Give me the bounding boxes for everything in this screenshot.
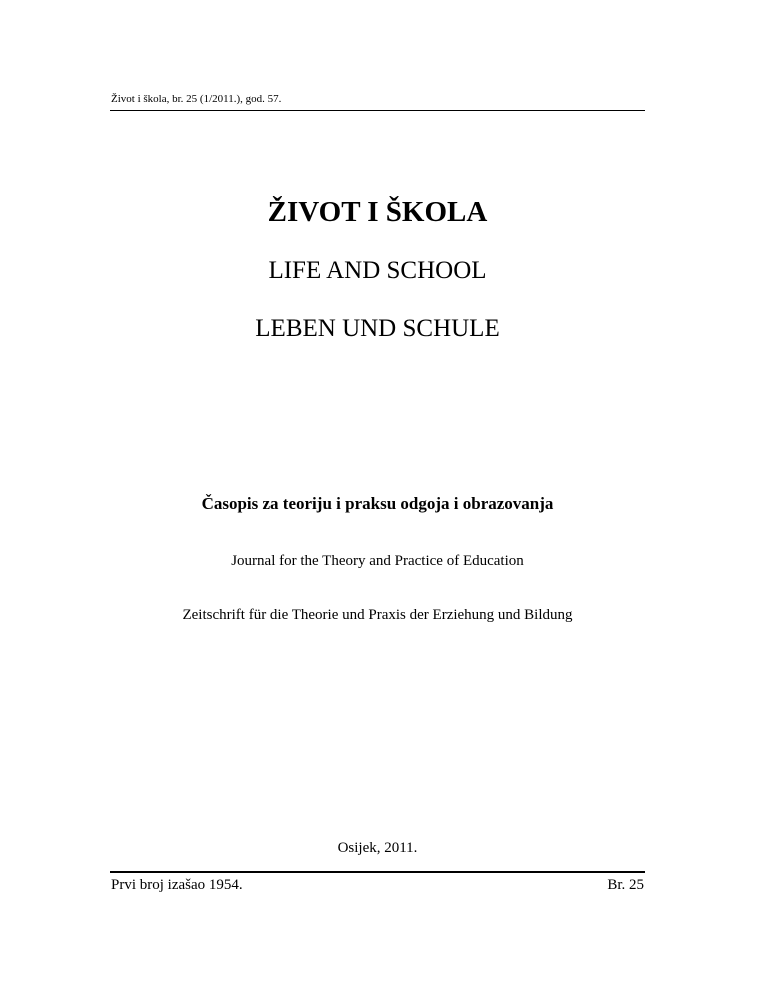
- running-header: Život i škola, br. 25 (1/2011.), god. 57.: [111, 93, 282, 105]
- description-german: Zeitschrift für die Theorie und Praxis der Erziehung und Bildung: [182, 607, 573, 623]
- first-issue-note: Prvi broj izašao 1954.: [111, 877, 243, 893]
- journal-title-english: LIFE AND SCHOOL: [268, 257, 487, 284]
- journal-title-german: LEBEN UND SCHULE: [255, 315, 500, 342]
- place-and-year: Osijek, 2011.: [337, 840, 418, 856]
- issue-number: Br. 25: [607, 877, 644, 893]
- journal-title: ŽIVOT I ŠKOLA: [267, 196, 488, 228]
- description-croatian: Časopis za teoriju i praksu odgoja i obrazovanja: [201, 494, 554, 513]
- description-english: Journal for the Theory and Practice of Education: [231, 553, 524, 569]
- footer-rule: [110, 871, 645, 873]
- header-rule: [110, 110, 645, 111]
